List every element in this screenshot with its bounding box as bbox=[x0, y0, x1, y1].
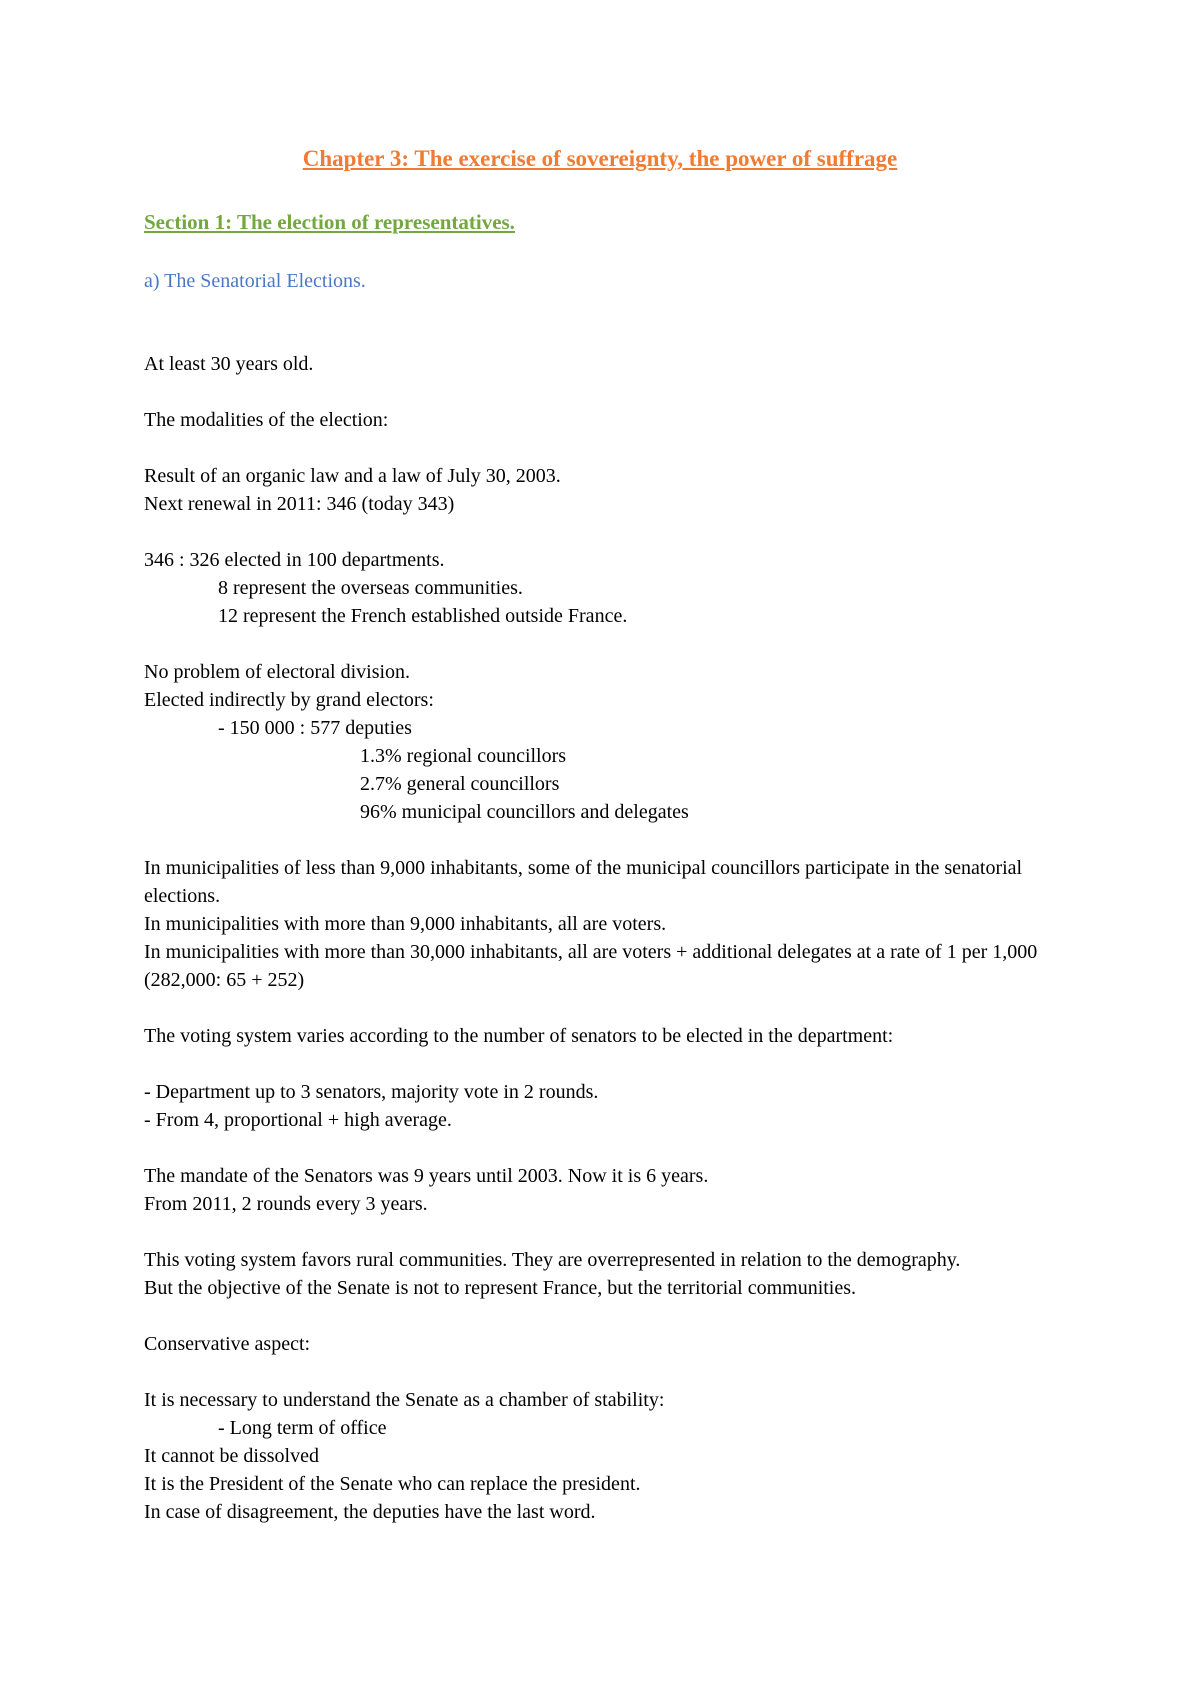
body-line: The voting system varies according to the number of senators to be elected in the department: bbox=[144, 1025, 894, 1047]
body-line: Elected indirectly by grand electors: bbox=[144, 689, 434, 711]
blank-line bbox=[144, 1358, 1074, 1386]
body-line: But the objective of the Senate is not to represent France, but the territorial communities. bbox=[144, 1277, 857, 1299]
body-line: The modalities of the election: bbox=[144, 409, 389, 431]
body-line: It is the President of the Senate who can replace the president. bbox=[144, 1473, 641, 1495]
body-line: Conservative aspect: bbox=[144, 1333, 311, 1355]
blank-line bbox=[144, 1134, 1074, 1162]
body-line: It cannot be dissolved bbox=[144, 1445, 319, 1467]
body-line: Result of an organic law and a law of July 30, 2003. bbox=[144, 465, 561, 487]
body-line: At least 30 years old. bbox=[144, 353, 314, 375]
body-line: It is necessary to understand the Senate as a chamber of stability: bbox=[144, 1389, 665, 1411]
body-line: 346 : 326 elected in 100 departments. bbox=[144, 549, 445, 571]
body-line: - From 4, proportional + high average. bbox=[144, 1109, 452, 1131]
body-line: This voting system favors rural communities. They are overrepresented in relation to the demography. bbox=[144, 1249, 961, 1271]
blank-line bbox=[144, 1302, 1074, 1330]
blank-line bbox=[144, 518, 1074, 546]
body-line: Next renewal in 2011: 346 (today 343) bbox=[144, 493, 455, 515]
blank-line bbox=[144, 1050, 1074, 1078]
body-line: The mandate of the Senators was 9 years until 2003. Now it is 6 years. bbox=[144, 1165, 709, 1187]
blank-line bbox=[144, 630, 1074, 658]
body-line-indented: - 150 000 : 577 deputies bbox=[218, 717, 412, 739]
body-line: In municipalities with more than 30,000 inhabitants, all are voters + additional delegates at a rate of 1 per 1,000 (282,000: 65 + 252) bbox=[144, 941, 1043, 991]
blank-line bbox=[144, 378, 1074, 406]
body-line-indented: 2.7% general councillors bbox=[360, 773, 560, 795]
document-body bbox=[144, 350, 1074, 1526]
body-line: In case of disagreement, the deputies have the last word. bbox=[144, 1501, 596, 1523]
body-line-indented: 12 represent the French established outside France. bbox=[218, 605, 628, 627]
body-line: - Department up to 3 senators, majority vote in 2 rounds. bbox=[144, 1081, 599, 1103]
body-line: From 2011, 2 rounds every 3 years. bbox=[144, 1193, 428, 1215]
blank-line bbox=[144, 994, 1074, 1022]
body-line-indented: 8 represent the overseas communities. bbox=[218, 577, 523, 599]
section-heading: Section 1: The election of representatives. bbox=[144, 210, 515, 234]
body-line: In municipalities with more than 9,000 inhabitants, all are voters. bbox=[144, 913, 667, 935]
blank-line bbox=[144, 434, 1074, 462]
body-line-indented: - Long term of office bbox=[218, 1417, 387, 1439]
body-line: In municipalities of less than 9,000 inhabitants, some of the municipal councillors participate in the senatorial elections. bbox=[144, 857, 1028, 907]
subsection-heading: a) The Senatorial Elections. bbox=[144, 270, 366, 292]
blank-line bbox=[144, 1218, 1074, 1246]
body-line: No problem of electoral division. bbox=[144, 661, 411, 683]
blank-line bbox=[144, 826, 1074, 854]
chapter-title: Chapter 3: The exercise of sovereignty, the power of suffrage bbox=[302, 146, 898, 171]
body-line-indented: 96% municipal councillors and delegates bbox=[360, 801, 689, 823]
body-line-indented: 1.3% regional councillors bbox=[360, 745, 567, 767]
